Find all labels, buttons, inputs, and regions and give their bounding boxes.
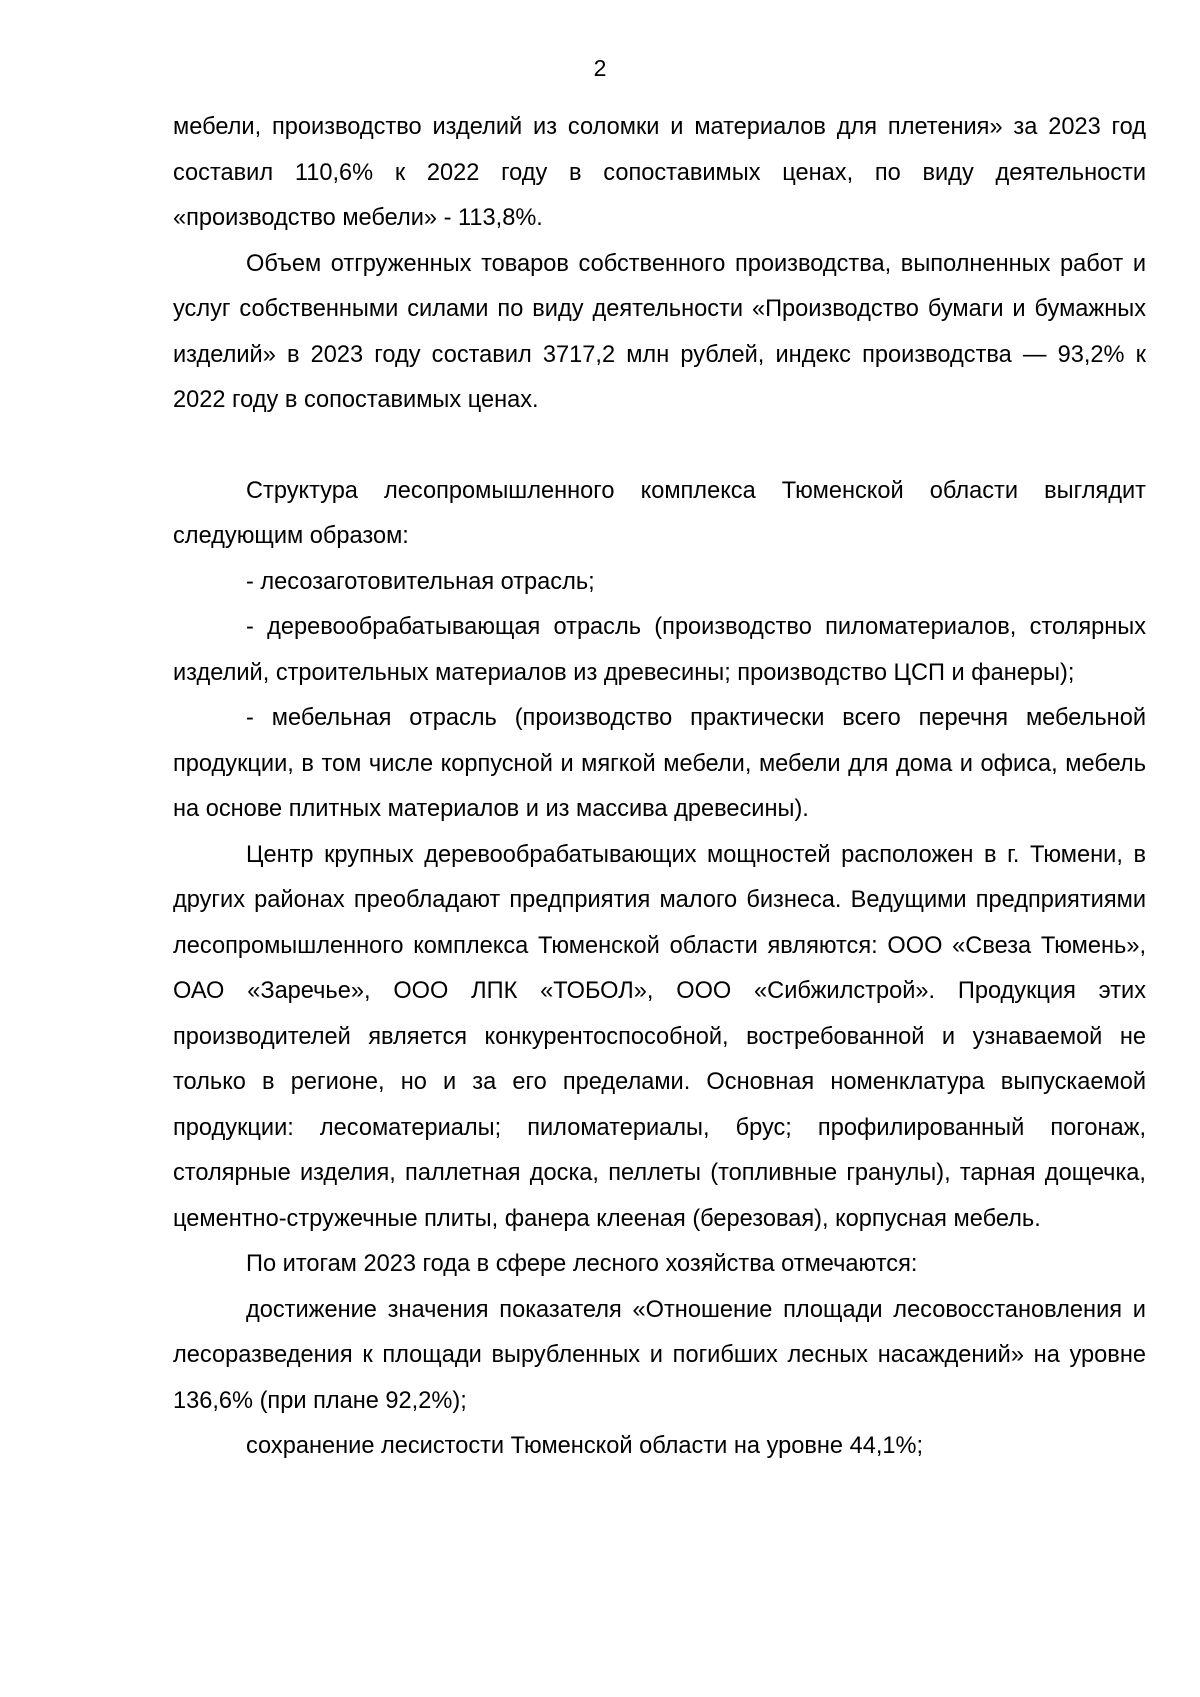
- list-item-woodworking: - деревообрабатывающая отрасль (производство пиломатериалов, столярных изделий, строительных материалов из древесины; производство ЦСП и фанеры);: [173, 614, 1146, 686]
- document-body: [173, 105, 1146, 1470]
- page-number: 2: [593, 55, 607, 81]
- paragraph-reforestation-indicator: достижение значения показателя «Отношение площади лесовосстановления и лесоразведения к площади вырубленных и погибших лесных насаждений» на уровне 136,6% (при плане 92,2%);: [173, 1296, 1146, 1414]
- paragraph-gap: [173, 424, 1146, 469]
- list-item-logging: - лесозаготовительная отрасль;: [246, 568, 595, 595]
- paragraph-production-center: Центр крупных деревообрабатывающих мощностей расположен в г. Тюмени, в других районах преобладают предприятия малого бизнеса. Ведущими предприятиями лесопромышленного комплекса Тюменской области являются: ООО «Свеза Тюмень», ОАО «Заречье», ООО ЛПК «ТОБОЛ», ООО «Сибжилстрой». Продукция этих производителей является конкурентоспособной, востребованной и узнаваемой не только в регионе, но и за его пределами. Основная номенклатура выпускаемой продукции: лесоматериалы; пиломатериалы, брус; профилированный погонаж, столярные изделия, паллетная доска, пеллеты (топливные гранулы), тарная дощечка, цементно-стружечные плиты, фанера клееная (березовая), корпусная мебель.: [173, 841, 1146, 1232]
- paragraph-furniture-index: мебели, производство изделий из соломки и материалов для плетения» за 2023 год составил 110,6% к 2022 году в сопоставимых ценах, по виду деятельности «производство мебели» - 113,8%.: [173, 114, 1146, 231]
- paragraph-structure-intro: Структура лесопромышленного комплекса Тюменской области выглядит следующим образом:: [173, 477, 1146, 549]
- paragraph-paper-production: Объем отгруженных товаров собственного производства, выполненных работ и услуг собственными силами по виду деятельности «Производство бумаги и бумажных изделий» в 2023 году составил 3717,2 млн рублей, индекс производства — 93,2% к 2022 году в сопоставимых ценах.: [173, 250, 1146, 413]
- list-item-furniture: - мебельная отрасль (производство практически всего перечня мебельной продукции, в том числе корпусной и мягкой мебели, мебели для дома и офиса, мебель на основе плитных материалов и из массива древесины).: [173, 705, 1146, 822]
- paragraph-forestry-results-intro: По итогам 2023 года в сфере лесного хозяйства отмечаются:: [246, 1251, 918, 1277]
- paragraph-forest-cover: сохранение лесистости Тюменской области на уровне 44,1%;: [246, 1433, 924, 1459]
